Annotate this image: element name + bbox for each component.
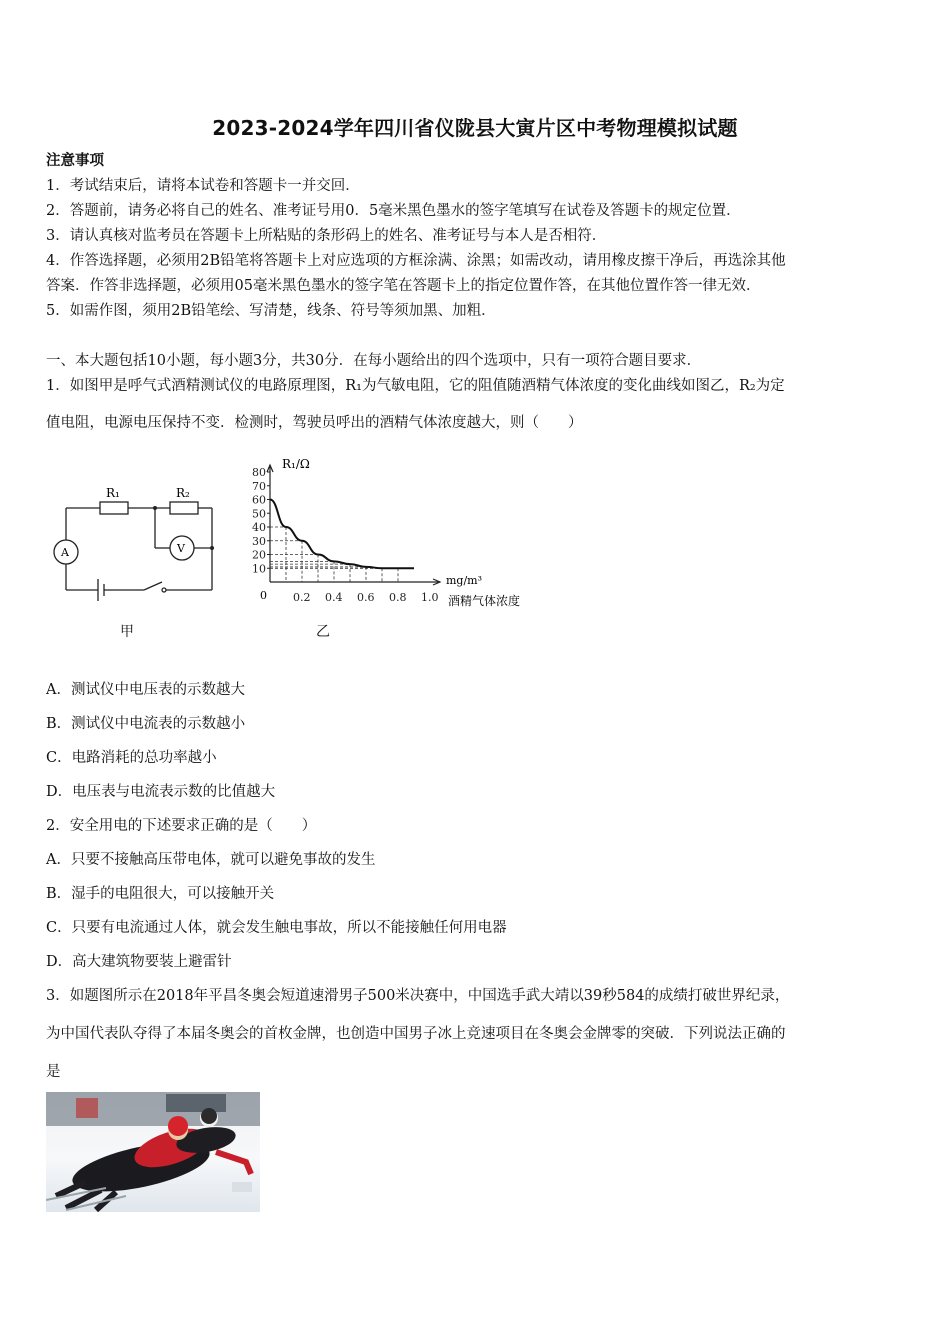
q1-option-a: A．测试仪中电压表的示数越大	[46, 682, 245, 698]
q2-option-b: B．湿手的电阻很大，可以接触开关	[46, 886, 275, 902]
y-tick-label: 10	[252, 562, 266, 576]
r1-concentration-graph	[240, 448, 550, 618]
q1-stem: 1．如图甲是呼气式酒精测试仪的电路原理图，R₁为气敏电阻，它的阻值随酒精气体浓度的变化曲线如图乙，R₂为定	[46, 378, 785, 394]
figure-caption-jia: 甲	[120, 624, 134, 640]
notice-item: 1．考试结束后，请将本试卷和答题卡一并交回．	[46, 178, 360, 194]
origin-label: 0	[260, 589, 267, 602]
y-tick-label: 30	[252, 534, 266, 548]
x-tick-label: 0.4	[325, 591, 343, 604]
notice-item: 2．答题前，请务必将自己的姓名、准考证号用0．5毫米黑色墨水的签字笔填写在试卷及答题卡的规定位置．	[46, 203, 741, 219]
notice-item: 4．作答选择题，必须用2B铅笔将答题卡上对应选项的方框涂满、涂黑；如需改动，请用橡皮擦干净后，再选涂其他	[46, 253, 786, 269]
notice-item: 答案．作答非选择题，必须用05毫米黑色墨水的签字笔在答题卡上的指定位置作答，在其他位置作答一律无效．	[46, 278, 761, 294]
x-tick-label: 0.6	[357, 591, 375, 604]
q2-option-a: A．只要不接触高压带电体，就可以避免事故的发生	[46, 852, 376, 868]
y-tick-label: 20	[252, 548, 266, 562]
figure-caption-yi: 乙	[316, 624, 330, 640]
r2-label: R₂	[176, 486, 190, 500]
q1-option-c: C．电路消耗的总功率越小	[46, 750, 217, 766]
y-tick-label: 60	[252, 493, 266, 507]
notice-heading: 注意事项	[46, 152, 104, 169]
y-tick-label: 80	[252, 466, 266, 479]
x-tick-label: 0.8	[389, 591, 407, 604]
section-heading: 一、本大题包括10小题，每小题3分，共30分．在每小题给出的四个选项中，只有一项符合题目要求．	[46, 353, 702, 369]
x-axis-label: 酒精气体浓度	[448, 594, 521, 608]
voltmeter-label: V	[177, 542, 185, 555]
speed-skating-photo	[46, 1092, 260, 1212]
q2-stem: 2．安全用电的下述要求正确的是（ ）	[46, 818, 317, 834]
r2-resistor	[170, 502, 198, 514]
y-axis-label: R₁/Ω	[282, 457, 310, 471]
r1-label: R₁	[106, 486, 120, 500]
notice-item: 3．请认真核对监考员在答题卡上所粘贴的条形码上的姓名、准考证号与本人是否相符．	[46, 228, 607, 244]
x-axis-unit: mg/m³	[446, 574, 483, 587]
y-tick-label: 50	[252, 507, 266, 521]
x-tick-label: 1.0	[421, 591, 439, 604]
skaters-illustration	[46, 1092, 260, 1212]
y-tick-label: 40	[252, 521, 266, 534]
r1-resistor	[100, 502, 128, 514]
q3-stem: 是	[46, 1064, 61, 1080]
q1-option-d: D．电压表与电流表示数的比值越大	[46, 784, 276, 800]
page-title: 2023-2024学年四川省仪陇县大寅片区中考物理模拟试题	[212, 116, 738, 140]
circuit-diagram	[46, 478, 226, 608]
r1-curve	[270, 500, 414, 569]
q1-stem: 值电阻，电源电压保持不变．检测时，驾驶员呼出的酒精气体浓度越大，则（ ）	[46, 415, 583, 431]
notice-item: 5．如需作图，须用2B铅笔绘、写清楚，线条、符号等须加黑、加粗．	[46, 303, 496, 319]
x-tick-label: 0.2	[293, 591, 311, 604]
q2-option-d: D．高大建筑物要装上避雷针	[46, 954, 232, 970]
ammeter-label: A	[61, 546, 69, 559]
q3-stem: 3．如题图所示在2018年平昌冬奥会短道速滑男子500米决赛中，中国选手武大靖以39秒584的成绩打破世界纪录，	[46, 988, 790, 1004]
y-tick-label: 70	[252, 479, 266, 493]
q2-option-c: C．只要有电流通过人体，就会发生触电事故，所以不能接触任何用电器	[46, 920, 507, 936]
q3-stem: 为中国代表队夺得了本届冬奥会的首枚金牌，也创造中国男子冰上竞速项目在冬奥会金牌零的突破．下列说法正确的	[46, 1026, 786, 1042]
q1-option-b: B．测试仪中电流表的示数越小	[46, 716, 246, 732]
